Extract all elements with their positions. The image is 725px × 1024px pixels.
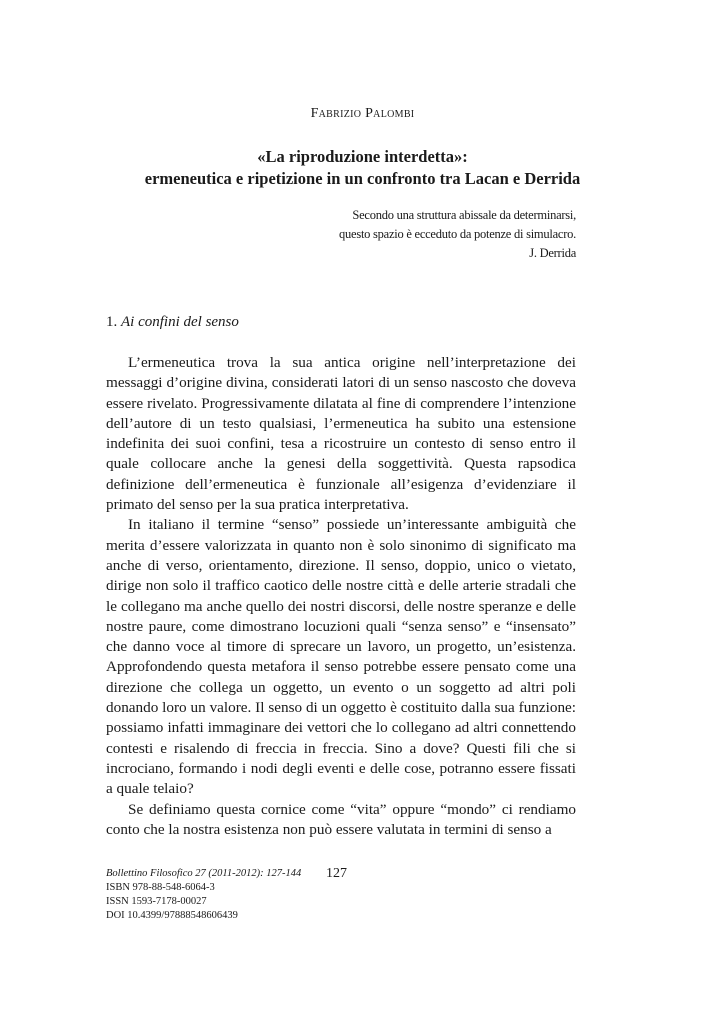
paragraph: L’ermeneutica trova la sua antica origine nell’interpretazione dei messaggi d’origine divina, considerati latori di un senso nascosto che doveva essere rivelato. Progressivamente dilatata al fine di comprendere l’intenzione dell’autore di un testo qualsiasi, l’ermeneutica ha subito una estensione indefinita dei suoi confini, tesa a ricostruire un contesto di senso entro il quale collocare anche la genesi della soggettività. Questa rapsodica definizione dell’ermeneutica è funzionale all’esigenza d’evidenziare il primato del senso per la sua pratica interpretativa. <box>106 354 576 514</box>
epigraph-line: Secondo una struttura abissale da determinarsi, <box>352 208 576 222</box>
section-title: Ai confini del senso <box>121 314 239 330</box>
issn: ISSN 1593-7178-00027 <box>106 896 207 907</box>
section-number: 1. <box>106 314 118 330</box>
paragraph: Se definiamo questa cornice come “vita” oppure “mondo” ci rendiamo conto che la nostra esistenza non può essere valutata in termini di senso a <box>106 800 576 838</box>
paragraph: In italiano il termine “senso” possiede un’interessante ambiguità che merita d’essere valorizzata in quanto non è solo sinonimo di significato ma anche di verso, orientamento, direzione. Il senso, doppio, unico o vietato, dirige non solo il traffico caotico delle nostre città e delle arterie stradali che le collegano ma anche quello dei nostri discorsi, delle nostre speranze e delle nostre paure, come dimostrano locuzioni quali “senza senso” e “insensato” che danno voce al timore di sprecare un lavoro, un progetto, un’esistenza. Approfondendo questa metafora il senso potrebbe essere pensato come una direzione che collega un oggetto, un evento o un soggetto ad altri poli donando loro un valore. Il senso di un oggetto è costituito dalla sua funzione: possiamo infatti immaginare dei vettori che lo collegano ad altri connettendo contesti e risalendo di freccia in freccia. Sino a dove? Questi fili che si incrociano, formando i nodi degli eventi e delle cose, potranno essere fissati a quale telaio? <box>106 516 576 798</box>
body-text <box>106 353 576 840</box>
title-line-1: «La riproduzione interdetta»: <box>257 147 468 166</box>
section-heading <box>106 314 239 331</box>
article-title <box>60 146 665 190</box>
epigraph <box>256 206 576 263</box>
author-name: Fabrizio Palombi <box>310 106 415 121</box>
epigraph-attribution: J. Derrida <box>529 246 576 260</box>
page-number: 127 <box>326 866 347 881</box>
epigraph-line: questo spazio è ecceduto da potenze di simulacro. <box>339 227 576 241</box>
journal-citation: Bollettino Filosofico 27 (2011-2012): 127-144 <box>106 868 302 879</box>
doi: DOI 10.4399/97888548606439 <box>106 910 238 921</box>
publication-footer <box>106 867 301 923</box>
title-line-2: ermeneutica e ripetizione in un confronto tra Lacan e Derrida <box>144 169 581 188</box>
isbn: ISBN 978-88-548-6064-3 <box>106 882 215 893</box>
